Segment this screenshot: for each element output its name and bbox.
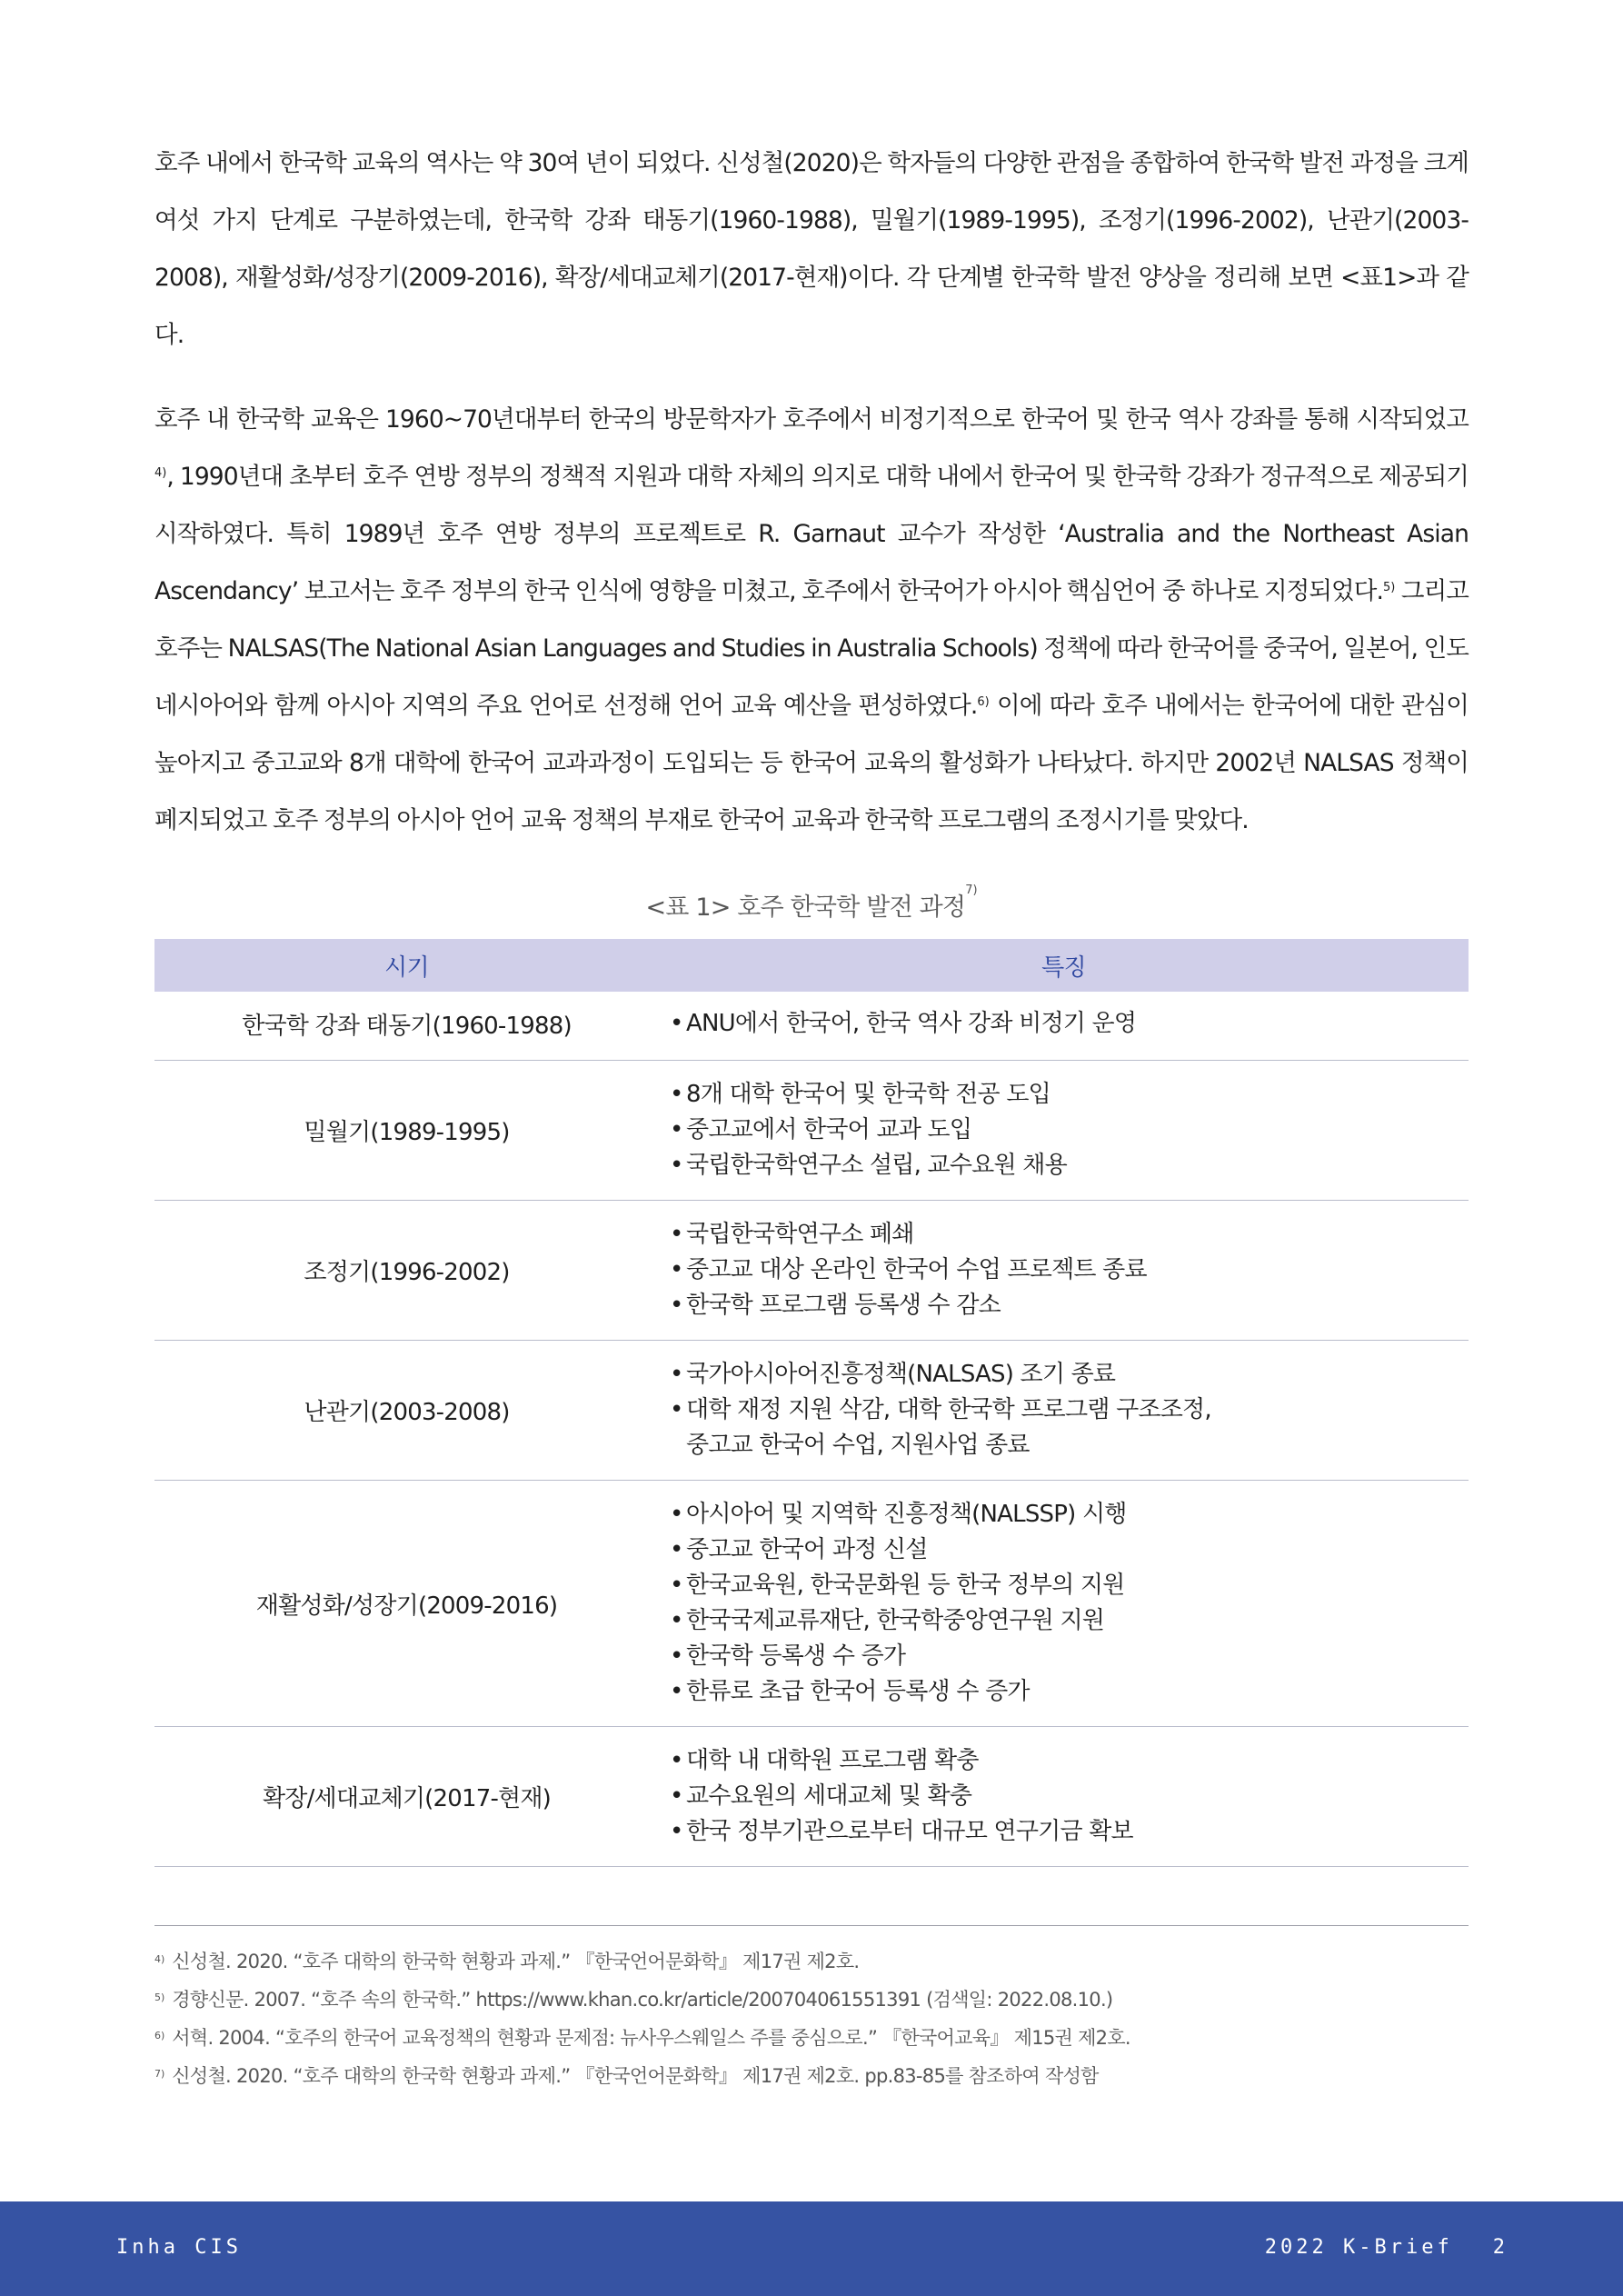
footnote-text: 경향신문. 2007. “호주 속의 한국학.” https://www.khan.co.kr/article/200704061551391 (검색일: 2022.08.10.): [172, 1989, 1113, 2011]
footnote: [154, 2019, 1469, 2057]
paragraph-text: , 1990년대 초부터 호주 연방 정부의 정책적 지원과 대학 자체의 의지로 대학 내에서 한국어 및 한국학 강좌가 정규적으로 제공되기 시작하였다. 특히 1989년 호주 연방 정부의 프로젝트로 R. Garnaut 교수가 작성한 ‘Australia and the Northeast Asian Ascendancy’ 보고서는 호주 정부의 한국 인식에 영향을 미쳤고, 호주에서 한국어가 아시아 핵심언어 중 하나로 지정되었다.: [154, 463, 1469, 605]
period-cell: 한국학 강좌 태동기(1960-1988): [154, 992, 659, 1061]
body-text: [154, 135, 1469, 849]
paragraph: [154, 391, 1469, 849]
feature-item: • 국립한국학연구소 폐쇄: [670, 1217, 1469, 1253]
feature-item: • 한국교육원, 한국문화원 등 한국 정부의 지원: [670, 1568, 1469, 1603]
feature-item: • 국가아시아어진흥정책(NALSAS) 조기 종료: [670, 1357, 1469, 1393]
footnote-text: 서혁. 2004. “호주의 한국어 교육정책의 현황과 문제점: 뉴사우스웨일스 주를 중심으로.” 『한국어교육』 제15권 제2호.: [172, 2027, 1130, 2049]
table-body: [154, 992, 1469, 1867]
features-list: [659, 1217, 1469, 1323]
table-row: [154, 992, 1469, 1061]
footnote-divider: [154, 1925, 1469, 1926]
feature-item: • 교수요원의 세대교체 및 확충: [670, 1779, 1469, 1814]
page-content: [154, 135, 1469, 2095]
footnote-text: 신성철. 2020. “호주 대학의 한국학 현황과 과제.” 『한국언어문화학』 제17권 제2호.: [172, 1951, 860, 1972]
feature-item: • 8개 대학 한국어 및 한국학 전공 도입: [670, 1077, 1469, 1113]
footnote-ref: 4): [154, 466, 167, 480]
footnote: [154, 1981, 1469, 2019]
paragraph-text: 그리고 호주는 NALSAS(The National Asian Languages and Studies in Australia Schools) 정책에 따라 한국어를 중국어, 일본어, 인도네시아어와 함께 아시아 지역의 주요 언어로 선정해 언어 교육 예산을 편성하였다.: [154, 577, 1469, 720]
development-stages-table: [154, 939, 1469, 1867]
period-cell: 재활성화/성장기(2009-2016): [154, 1481, 659, 1727]
footnote-number: 6): [154, 2030, 165, 2041]
footnote-ref: 6): [977, 695, 990, 709]
features-cell: [659, 1061, 1469, 1201]
feature-item: • 중고교 한국어 과정 신설: [670, 1532, 1469, 1568]
footer-publication: 2022 K-Brief: [1264, 2236, 1453, 2259]
table-row: [154, 1481, 1469, 1727]
paragraph-text: 호주 내에서 한국학 교육의 역사는 약 30여 년이 되었다. 신성철(2020)은 학자들의 다양한 관점을 종합하여 한국학 발전 과정을 크게 여섯 가지 단계로 구분하였는데, 한국학 강좌 태동기(1960-1988), 밀월기(1989-1995), 조정기(1996-2002), 난관기(2003-2008), 재활성화/성장기(2009-2016), 확장/세대교체기(2017-현재)이다. 각 단계별 한국학 발전 양상을 정리해 보면 <표1>과 같다.: [154, 149, 1469, 349]
footnote: [154, 2057, 1469, 2095]
feature-item: 중고교 한국어 수업, 지원사업 종료: [686, 1432, 1030, 1459]
table-header-row: [154, 939, 1469, 992]
feature-item: • 한국국제교류재단, 한국학중앙연구원 지원: [670, 1603, 1469, 1639]
header-features: 특징: [659, 939, 1469, 992]
footnote-number: 5): [154, 1992, 165, 2003]
table-row: [154, 1061, 1469, 1201]
feature-item: • 아시아어 및 지역학 진흥정책(NALSSP) 시행: [670, 1497, 1469, 1532]
table-caption: [154, 883, 1469, 923]
period-cell: 조정기(1996-2002): [154, 1201, 659, 1341]
features-list: [659, 1497, 1469, 1710]
footer-page-number: 2: [1492, 2236, 1508, 2259]
feature-item: • ANU에서 한국어, 한국 역사 강좌 비정기 운영: [670, 1006, 1469, 1042]
feature-item: • 중고교 대상 온라인 한국어 수업 프로젝트 종료: [670, 1253, 1469, 1288]
features-cell: [659, 992, 1469, 1061]
features-list: [659, 1077, 1469, 1183]
table-caption-footnote-ref: 7): [965, 883, 978, 897]
table-row: [154, 1201, 1469, 1341]
feature-item: • 한국학 등록생 수 증가: [670, 1639, 1469, 1674]
footnote-number: 4): [154, 1953, 165, 1965]
feature-item: • 한국 정부기관으로부터 대규모 연구기금 확보: [670, 1814, 1469, 1850]
header-period: 시기: [154, 939, 659, 992]
period-cell: 밀월기(1989-1995): [154, 1061, 659, 1201]
feature-item: • 대학 재정 지원 삭감, 대학 한국학 프로그램 구조조정,: [670, 1393, 1469, 1428]
features-cell: [659, 1481, 1469, 1727]
period-cell: 난관기(2003-2008): [154, 1341, 659, 1481]
footer-org: Inha CIS: [116, 2236, 242, 2259]
paragraph-text: 호주 내 한국학 교육은 1960~70년대부터 한국의 방문학자가 호주에서 비정기적으로 한국어 및 한국 역사 강좌를 통해 시작되었고: [154, 405, 1469, 434]
feature-item: • 대학 내 대학원 프로그램 확충: [670, 1743, 1469, 1779]
paragraph-text: 이에 따라 호주 내에서는 한국어에 대한 관심이 높아지고 중고교와 8개 대학에 한국어 교과과정이 도입되는 등 한국어 교육의 활성화가 나타났다. 하지만 2002년 NALSAS 정책이 폐지되었고 호주 정부의 아시아 언어 교육 정책의 부재로 한국어 교육과 한국학 프로그램의 조정시기를 맞았다.: [154, 692, 1469, 834]
footer-right: [1265, 2236, 1508, 2259]
period-cell: 확장/세대교체기(2017-현재): [154, 1727, 659, 1867]
table-row: [154, 1727, 1469, 1867]
feature-item: • 국립한국학연구소 설립, 교수요원 채용: [670, 1148, 1469, 1183]
features-list: [659, 1743, 1469, 1850]
features-cell: [659, 1341, 1469, 1481]
footnotes: [154, 1942, 1469, 2095]
features-list: [659, 1357, 1469, 1463]
features-cell: [659, 1727, 1469, 1867]
features-list: [659, 1006, 1469, 1042]
table-row: [154, 1341, 1469, 1481]
table-caption-text: <표 1> 호주 한국학 발전 과정: [645, 893, 966, 922]
footnote: [154, 1942, 1469, 1981]
footnote-text: 신성철. 2020. “호주 대학의 한국학 현황과 과제.” 『한국언어문화학』 제17권 제2호. pp.83-85를 참조하여 작성함: [172, 2065, 1099, 2087]
paragraph: [154, 135, 1469, 364]
footnote-number: 7): [154, 2068, 165, 2080]
page-footer: [0, 2201, 1623, 2296]
feature-item: • 중고교에서 한국어 교과 도입: [670, 1113, 1469, 1148]
feature-item: • 한국학 프로그램 등록생 수 감소: [670, 1288, 1469, 1323]
footnote-ref: 5): [1382, 581, 1396, 594]
feature-item: • 한류로 초급 한국어 등록생 수 증가: [670, 1674, 1469, 1710]
features-cell: [659, 1201, 1469, 1341]
